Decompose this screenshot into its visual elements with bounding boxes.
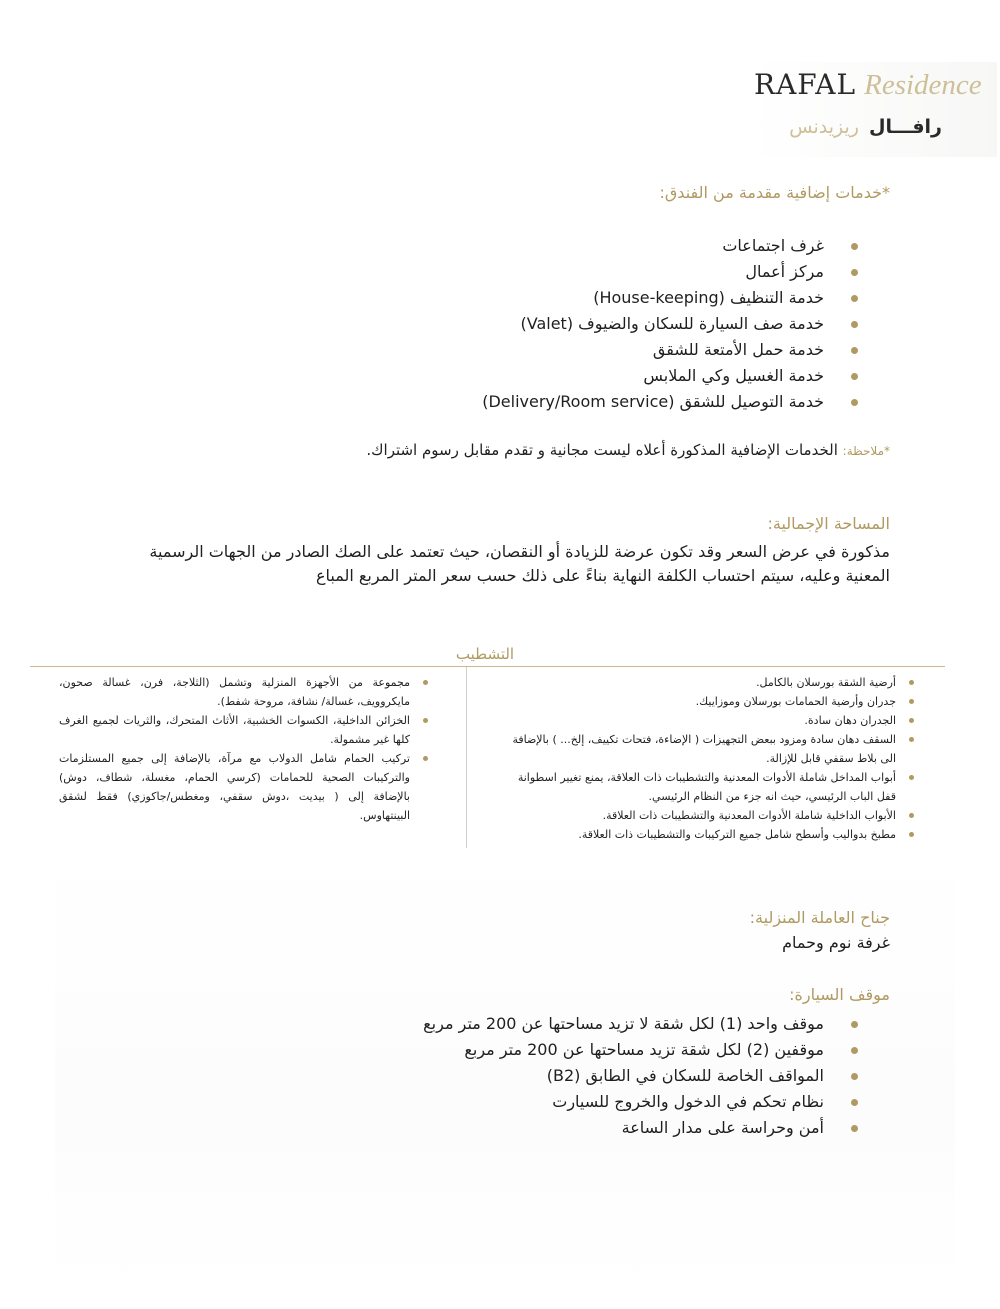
parking-heading: موقف السيارة: [789,985,890,1004]
logo-residence-script: Residence [864,69,982,101]
bullet-icon [851,1125,858,1132]
bullet-icon [851,243,858,250]
list-item: المواقف الخاصة للسكان في الطابق (B2) [423,1063,858,1089]
finishing-item: أبواب المداخل شاملة الأدوات المعدنية والتشطيبات ذات العلاقة، يمنع تغيير اسطوانة قفل الباب الرئيسي، حيث انه جزء من النظام الرئيسي. [510,768,920,806]
note-label: *ملاحظة: [842,444,890,458]
bullet-icon [909,699,914,704]
bullet-icon [851,1021,858,1028]
bullet-icon [851,269,858,276]
bullet-icon [423,718,428,723]
hotel-services-heading: *خدمات إضافية مقدمة من الفندق: [659,183,890,202]
total-area-heading: المساحة الإجمالية: [767,514,890,533]
logo-arabic [789,116,942,138]
list-item: أمن وحراسة على مدار الساعة [423,1115,858,1141]
finishing-left-column [59,673,434,825]
maid-quarters-text: غرفة نوم وحمام [782,933,890,952]
list-item: موقفين (2) لكل شقة تزيد مساحتها عن 200 متر مربع [423,1037,858,1063]
maid-quarters-heading: جناح العاملة المنزلية: [749,908,890,927]
finishing-item: الجدران دهان سادة. [510,711,920,730]
list-item: موقف واحد (1) لكل شقة لا تزيد مساحتها عن 200 متر مربع [423,1011,858,1037]
bullet-icon [909,813,914,818]
list-item: خدمة التوصيل للشقق (Delivery/Room service) [482,389,858,415]
note-text: الخدمات الإضافية المذكورة أعلاه ليست مجانية و تقدم مقابل رسوم اشتراك. [366,441,838,459]
bullet-icon [423,756,428,761]
finishing-item: تركيب الحمام شامل الدولاب مع مرآة، بالإضافة إلى جميع المستلزمات والتركيبات الصحية للحمامات (كرسي الحمام، مغسلة، شطاف، دوش) بالإضافة إلى ( بيديت ،دوش سقفي، ومغطس/جاكوزي) فقط لشقق البينتهاوس. [59,749,434,825]
bullet-icon [851,1073,858,1080]
parking-list [423,1011,858,1141]
logo-arabic-script: ريزيدنس [789,116,859,138]
bullet-icon [909,737,914,742]
finishing-column-divider [466,667,467,848]
bullet-icon [909,718,914,723]
bullet-icon [909,832,914,837]
list-item: خدمة الغسيل وكي الملابس [482,363,858,389]
bullet-icon [851,1099,858,1106]
total-area-paragraph: مذكورة في عرض السعر وقد تكون عرضة للزيادة أو النقصان، حيث تعتمد على الصك الصادر من الجهات الرسمية المعنية وعليه، سيتم احتساب الكلفة النهاية بناءً على ذلك حسب سعر المتر المربع المباع [149,542,890,585]
finishing-item: الأبواب الداخلية شاملة الأدوات المعدنية والتشطيبات ذات العلاقة. [510,806,920,825]
services-note [366,441,890,459]
bullet-icon [909,680,914,685]
list-item: غرف اجتماعات [482,233,858,259]
bullet-icon [909,775,914,780]
logo-arabic-name: رافـــال [869,116,942,138]
bullet-icon [423,680,428,685]
bullet-icon [851,373,858,380]
logo-rafal-text: RAFAL [754,68,857,101]
finishing-divider-line [30,666,945,667]
finishing-item: السقف دهان سادة ومزود ببعض التجهيزات ( الإضاءة، فتحات تكييف، إلخ... ) بالإضافة الى بلاط سقفي قابل للإزالة. [510,730,920,768]
bullet-icon [851,295,858,302]
finishing-item: مطبخ بدواليب وأسطح شامل جميع التركيبات والتشطيبات ذات العلاقة. [510,825,920,844]
list-item: مركز أعمال [482,259,858,285]
finishing-right-column [510,673,920,844]
finishing-item: مجموعة من الأجهزة المنزلية وتشمل (الثلاجة، فرن، غسالة صحون، مايكروويف، غسالة/ نشافة، مروحة شفط). [59,673,434,711]
logo-english [754,68,982,102]
finishing-item: جدران وأرضية الحمامات بورسلان وموزاييك. [510,692,920,711]
finishing-item: الخزائن الداخلية، الكسوات الخشبية، الأثاث المتحرك، والثريات لجميع الغرف كلها غير مشمولة. [59,711,434,749]
list-item: خدمة صف السيارة للسكان والضيوف (Valet) [482,311,858,337]
rafal-residence-logo [752,62,997,157]
bullet-icon [851,1047,858,1054]
list-item: خدمة حمل الأمتعة للشقق [482,337,858,363]
finishing-title: التشطيب [455,645,515,663]
bullet-icon [851,321,858,328]
finishing-item: أرضية الشقة بورسلان بالكامل. [510,673,920,692]
bullet-icon [851,347,858,354]
list-item: خدمة التنظيف (House-keeping) [482,285,858,311]
hotel-services-list [482,233,858,415]
bullet-icon [851,399,858,406]
list-item: نظام تحكم في الدخول والخروج للسيارت [423,1089,858,1115]
